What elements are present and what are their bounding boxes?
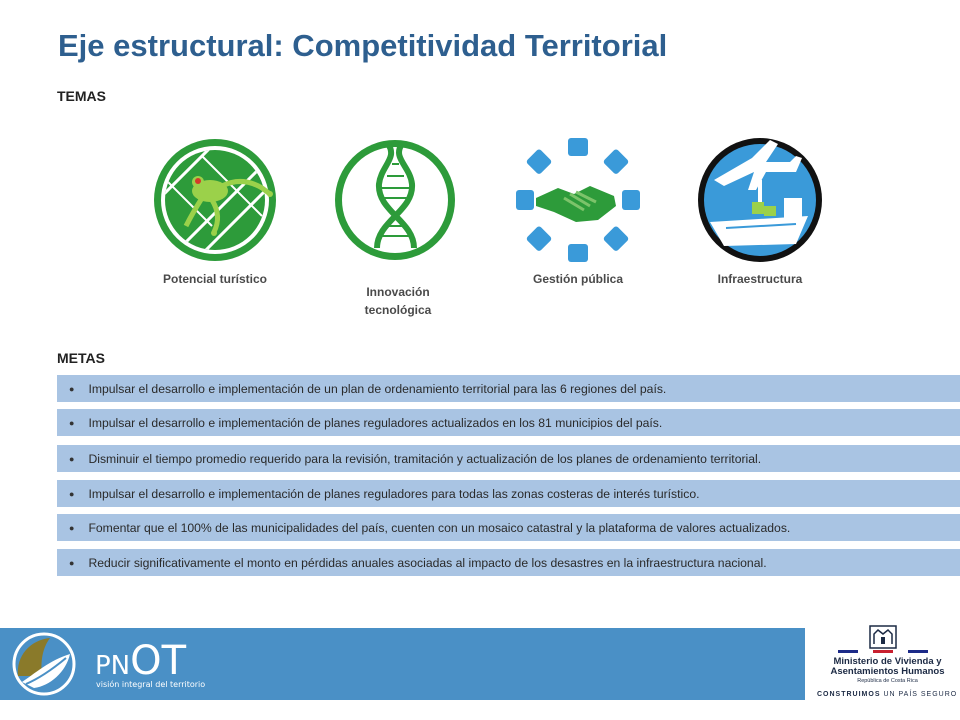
page-title: Eje estructural: Competitividad Territorial	[58, 28, 668, 63]
goal-item	[57, 514, 960, 541]
theme-label-innovation: Innovación tecnológica	[364, 285, 432, 317]
handshake-gear-icon	[514, 136, 642, 264]
theme-label-tourism: Potencial turístico	[162, 272, 268, 286]
bullet-icon: ●	[69, 522, 75, 533]
bullet-icon: ●	[69, 557, 75, 568]
bullet-icon: ●	[69, 488, 75, 499]
ministry-emblem-icon	[868, 624, 898, 650]
bullet-icon: ●	[69, 383, 75, 394]
ministry-country: República de Costa Rica	[857, 678, 918, 684]
bullet-icon: ●	[69, 417, 75, 428]
dna-icon	[332, 136, 458, 264]
goal-text: Impulsar el desarrollo e implementación de planes reguladores para todas las zonas costeras de interés turístico.	[88, 486, 700, 501]
theme-label-public-management: Gestión pública	[532, 272, 623, 286]
themes-heading: TEMAS	[57, 88, 106, 104]
frog-icon	[152, 136, 278, 264]
goal-item	[57, 549, 960, 576]
goal-text: Fomentar que el 100% de las municipalidades del país, cuenten con un mosaico catastral y la plataforma de valores actualizados.	[88, 520, 791, 535]
goal-text: Impulsar el desarrollo e implementación de un plan de ordenamiento territorial para las 6 regiones del país.	[88, 381, 667, 396]
ministry-name: Ministerio de Vivienda y Asentamientos Humanos	[830, 656, 945, 677]
flag-stripe-icon	[838, 650, 928, 654]
goal-text: Disminuir el tiempo promedio requerido para la revisión, tramitación y actualización de los planes de ordenamiento territorial.	[88, 451, 762, 466]
bullet-icon: ●	[69, 453, 75, 464]
brand-name: PNOT	[95, 638, 187, 684]
brand-tagline: visión integral del territorio	[96, 680, 206, 689]
plane-ship-icon	[696, 136, 824, 264]
goal-item	[57, 375, 960, 402]
ministry-slogan: CONSTRUIMOS UN PAÍS SEGURO	[817, 691, 958, 698]
goal-item	[57, 445, 960, 472]
goal-text: Reducir significativamente el monto en pérdidas anuales asociadas al impacto de los desastres en la infraestructura nacional.	[88, 555, 767, 570]
goal-item	[57, 409, 960, 436]
goals-heading: METAS	[57, 350, 105, 366]
theme-label-infrastructure: Infraestructura	[717, 272, 803, 286]
goal-item	[57, 480, 960, 507]
goal-text: Impulsar el desarrollo e implementación de planes reguladores actualizados en los 81 municipios del país.	[88, 415, 663, 430]
